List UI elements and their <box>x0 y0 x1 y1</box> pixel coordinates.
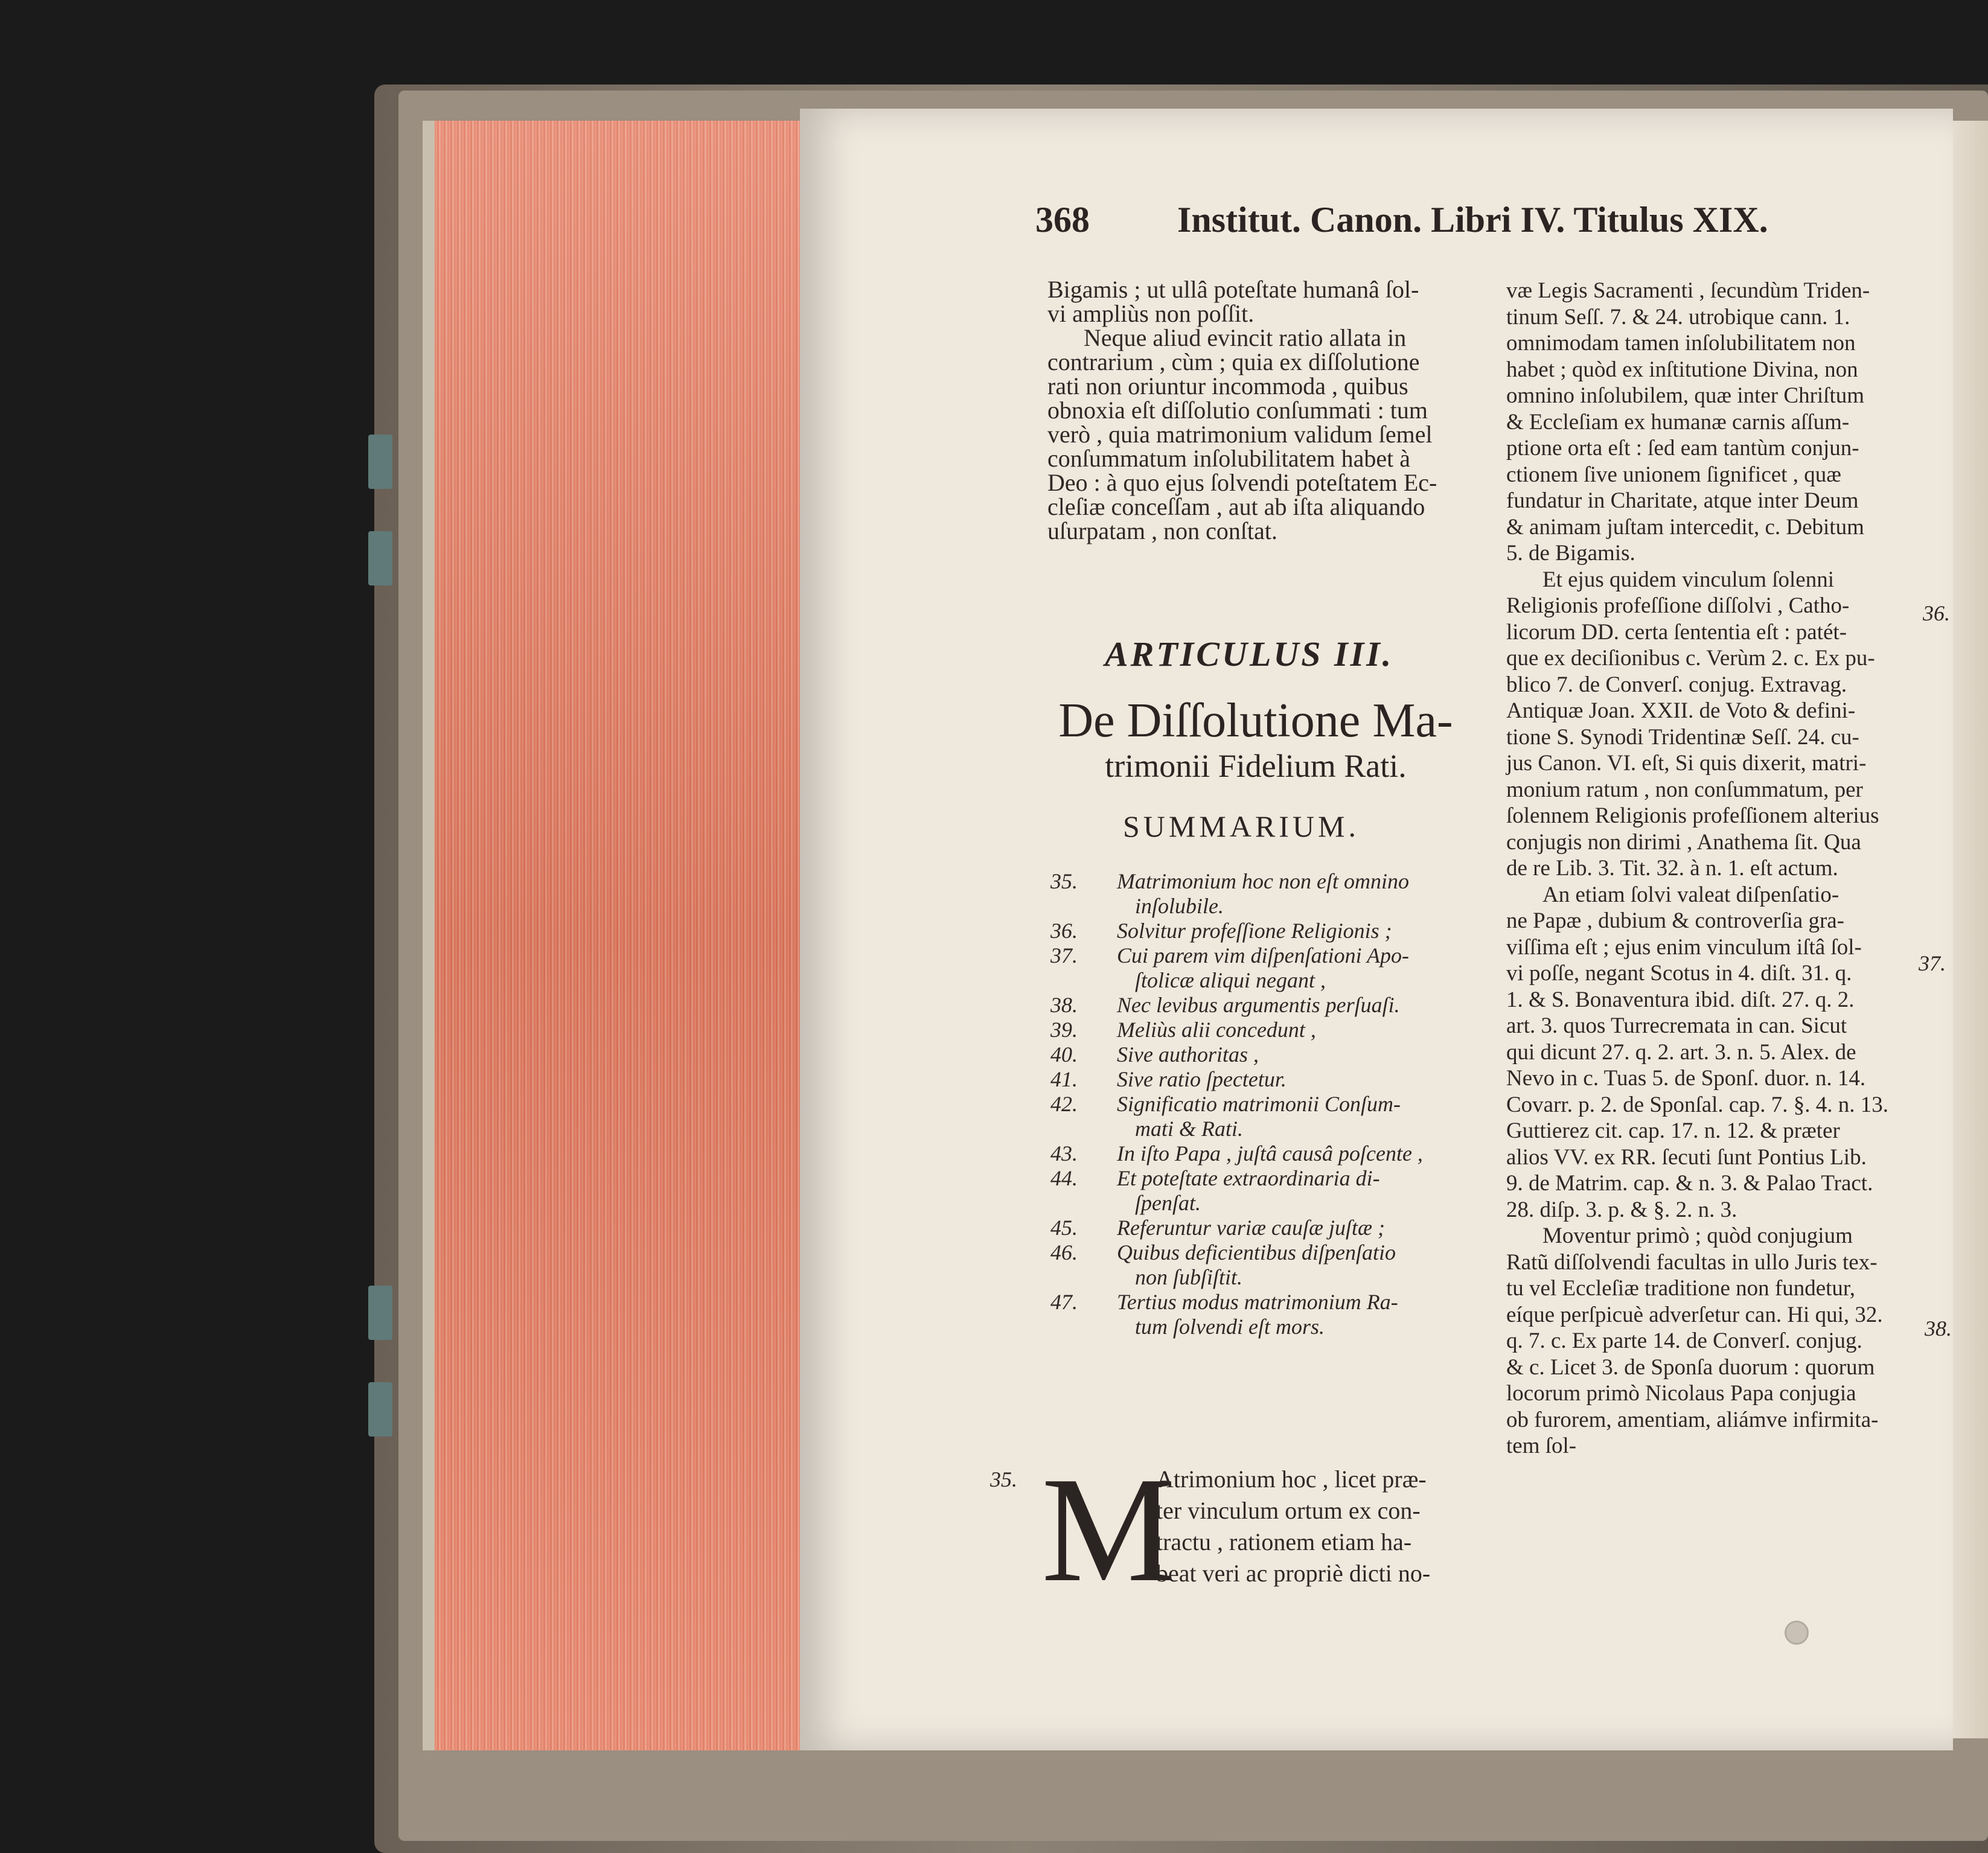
text-line: tractu , rationem etiam ha- <box>1156 1528 1412 1555</box>
margin-number-37: 37. <box>1919 951 1946 975</box>
text-line: locorum primò Nicolaus Papa conjugia <box>1506 1381 1856 1406</box>
text-line: ne Papæ , dubium & controverſia gra- <box>1506 908 1845 933</box>
text-line: licorum DD. certa ſententia eſt : patét- <box>1506 619 1847 645</box>
summary-number: 36. <box>1050 919 1078 943</box>
summary-number: 43. <box>1050 1141 1078 1166</box>
clasp-lower-lower <box>368 1382 392 1437</box>
article-title-line2: trimonii Fidelium Rati. <box>1105 748 1407 784</box>
summary-text <box>1117 943 1409 993</box>
summary-text <box>1117 1290 1398 1339</box>
text-line: omnimodam tamen inſolubilitatem non <box>1506 331 1856 356</box>
page-number: 368 <box>1035 200 1090 240</box>
margin-number-36: 36. <box>1923 601 1950 625</box>
summary-number: 39. <box>1050 1018 1078 1042</box>
text-line: verò , quia matrimonium validum ſemel <box>1047 421 1433 448</box>
text-line: Nevo in c. Tuas 5. de Sponſ. duor. n. 14. <box>1506 1066 1866 1091</box>
text-line: eíque perſpicuè adverſetur can. Hi qui, 32. <box>1506 1302 1883 1327</box>
summary-text-line2: non ſubſiſtit. <box>1135 1265 1243 1289</box>
summary-text-line1: Quibus deficientibus diſpenſatio <box>1117 1240 1396 1265</box>
text-line: 9. de Matrim. cap. & n. 3. & Palao Tract. <box>1506 1171 1873 1196</box>
text-line: ob furorem, amentiam, aliámve infirmita- <box>1506 1407 1879 1432</box>
summary-item <box>1050 1042 1473 1067</box>
text-line: Antiquæ Joan. XXII. de Voto & defini- <box>1506 698 1856 723</box>
text-line: habet ; quòd ex inſtitutione Divina, non <box>1506 357 1858 382</box>
summary-item <box>1050 1141 1473 1166</box>
text-line: ſolennem Religionis profeſſionem alterius <box>1506 803 1879 828</box>
text-line: 1. & S. Bonaventura ibid. diſt. 27. q. 2. <box>1506 987 1855 1012</box>
text-line: rati non oriuntur incommoda , quibus <box>1047 372 1408 400</box>
text-line: Ratũ diſſolvendi facultas in ullo Juris tex- <box>1506 1249 1878 1275</box>
summary-text <box>1117 1141 1423 1166</box>
summary-item <box>1050 1067 1473 1092</box>
text-line: cleſiæ conceſſam , aut ab iſta aliquando <box>1047 493 1425 520</box>
margin-number-38: 38. <box>1925 1316 1952 1341</box>
article-label: ARTICULUS III. <box>1105 634 1394 674</box>
summary-text-line2: tum ſolvendi eſt mors. <box>1135 1315 1325 1339</box>
summary-item <box>1050 869 1473 919</box>
summary-number: 45. <box>1050 1216 1078 1240</box>
text-line: 5. de Bigamis. <box>1506 541 1635 566</box>
summary-number: 41. <box>1050 1067 1078 1091</box>
summary-number: 38. <box>1050 993 1078 1017</box>
summary-text-line1: Cui parem vim diſpenſationi Apo- <box>1117 943 1409 968</box>
text-line: tione S. Synodi Tridentinæ Seſſ. 24. cu- <box>1506 724 1859 750</box>
text-line: beat veri ac propriè dicti no- <box>1156 1560 1431 1587</box>
summary-number: 42. <box>1050 1092 1078 1116</box>
text-line: omnino inſolubilem, quæ inter Chriſtum <box>1506 383 1865 408</box>
summary-text-line1: Referuntur variæ cauſæ juſtæ ; <box>1117 1216 1385 1240</box>
text-line: fundatur in Charitate, atque inter Deum <box>1506 488 1859 513</box>
left-column-text <box>1047 278 1482 543</box>
summary-item <box>1050 1092 1473 1141</box>
text-line: An etiam ſolvi valeat diſpenſatio- <box>1542 882 1839 907</box>
summary-text <box>1117 1092 1401 1141</box>
text-line: alios VV. ex RR. ſecuti ſunt Pontius Lib. <box>1506 1144 1867 1170</box>
clasp-lower <box>368 1286 392 1340</box>
text-line: ptione orta eſt : ſed eam tantùm conjun- <box>1506 436 1859 461</box>
margin-number-35: 35. <box>990 1467 1017 1491</box>
summary-text-line1: Tertius modus matrimonium Ra- <box>1117 1290 1398 1314</box>
summary-number: 44. <box>1050 1166 1078 1190</box>
text-line: Et ejus quidem vinculum ſolenni <box>1542 567 1834 592</box>
summary-item <box>1050 919 1473 943</box>
text-line: & animam juſtam intercedit, c. Debitum <box>1506 514 1864 540</box>
summary-text <box>1117 1018 1316 1042</box>
summary-text-line1: Nec levibus argumentis perſuaſi. <box>1117 993 1400 1017</box>
summary-text <box>1117 869 1409 919</box>
paper-stain <box>1785 1621 1809 1645</box>
summary-item <box>1050 1240 1473 1290</box>
text-line: qui dicunt 27. q. 2. art. 3. n. 5. Alex. de <box>1506 1039 1856 1065</box>
text-line: vi ampliùs non poſſit. <box>1047 300 1254 327</box>
text-line: Deo : à quo ejus ſolvendi poteſtatem Ec- <box>1047 469 1437 496</box>
summary-item <box>1050 1290 1473 1339</box>
text-line: monium ratum , non conſummatum, per <box>1506 777 1863 802</box>
text-line: & Eccleſiam ex humanæ carnis aſſum- <box>1506 409 1850 435</box>
running-title: Institut. Canon. Libri IV. Titulus XIX. <box>1177 200 1768 240</box>
summary-text <box>1117 1067 1286 1092</box>
summary-text <box>1117 1216 1385 1240</box>
text-line: Neque aliud evincit ratio allata in <box>1084 324 1407 351</box>
summary-text-line1: Matrimonium hoc non eſt omnino <box>1117 869 1409 893</box>
text-line: que ex deciſionibus c. Verùm 2. c. Ex pu- <box>1506 646 1875 671</box>
text-line: vi poſſe, negant Scotus in 4. diſt. 31. q. <box>1506 961 1852 986</box>
text-line: conjugis non dirimi , Anathema ſit. Qua <box>1506 829 1861 855</box>
text-line: Moventur primò ; quòd conjugium <box>1542 1223 1853 1248</box>
summary-text-line1: Significatio matrimonii Conſum- <box>1117 1092 1401 1116</box>
text-line: tinum Seſſ. 7. & 24. utrobique cann. 1. <box>1506 304 1850 330</box>
summary-text <box>1117 919 1392 943</box>
text-line: contrarium , cùm ; quia ex diſſolutione <box>1047 348 1420 375</box>
summary-number: 35. <box>1050 869 1078 893</box>
summary-text-line2: mati & Rati. <box>1135 1117 1243 1141</box>
summary-text-line2: ſtolicæ aliqui negant , <box>1135 968 1326 992</box>
text-line: Guttierez cit. cap. 17. n. 12. & præter <box>1506 1118 1840 1143</box>
summary-text <box>1117 993 1400 1018</box>
summary-text <box>1117 1042 1259 1067</box>
text-line: Religionis profeſſione diſſolvi , Catho- <box>1506 593 1850 618</box>
drop-cap: M <box>1041 1446 1176 1613</box>
text-line: Bigamis ; ut ullâ poteſtate humanâ ſol- <box>1047 276 1419 303</box>
text-line: conſummatum inſolubilitatem habet à <box>1047 445 1410 472</box>
clasp-upper-lower <box>368 531 392 585</box>
summary-number: 40. <box>1050 1042 1078 1067</box>
text-line: blico 7. de Converſ. conjug. Extravag. <box>1506 672 1847 697</box>
text-line: jus Canon. VI. eſt, Si quis dixerit, matri- <box>1506 751 1867 776</box>
summary-text-line2: inſolubile. <box>1135 894 1224 918</box>
text-line: viſſima eſt ; ejus enim vinculum iſtâ ſol- <box>1506 934 1862 960</box>
article-title-line1: De Diſſolutione Ma- <box>1058 694 1453 747</box>
text-line: obnoxia eſt diſſolutio conſummati : tum <box>1047 397 1428 424</box>
text-line: tem ſol- <box>1506 1434 1577 1458</box>
text-line: q. 7. c. Ex parte 14. de Converſ. conjug. <box>1506 1328 1862 1353</box>
text-line: væ Legis Sacramenti , ſecundùm Triden- <box>1506 278 1870 303</box>
text-line: tu vel Eccleſiæ traditione non fundetur, <box>1506 1276 1856 1301</box>
summary-number: 47. <box>1050 1290 1078 1314</box>
text-line: & c. Licet 3. de Sponſa duorum : quorum <box>1506 1354 1875 1380</box>
text-line: ter vinculum ortum ex con- <box>1156 1497 1421 1524</box>
text-line: ctionem ſive unionem ſignificet , quæ <box>1506 462 1841 487</box>
summary-text-line1: Et poteſtate extraordinaria di- <box>1117 1166 1380 1190</box>
text-line: Covarr. p. 2. de Sponſal. cap. 7. §. 4. n. 13. <box>1506 1092 1889 1117</box>
summary-text-line1: Sive ratio ſpectetur. <box>1117 1067 1286 1091</box>
text-line: art. 3. quos Turrecremata in can. Sicut <box>1506 1013 1847 1038</box>
summary-item <box>1050 943 1473 993</box>
summary-item <box>1050 1018 1473 1042</box>
text-line: Atrimonium hoc , licet præ- <box>1156 1465 1427 1493</box>
right-column-text <box>1506 278 1929 1459</box>
summary-heading: SUMMARIUM. <box>1123 809 1360 843</box>
summary-item <box>1050 1166 1473 1216</box>
summary-number: 37. <box>1050 943 1078 968</box>
summary-text-line1: Meliùs alii concedunt , <box>1117 1018 1316 1042</box>
text-line: uſurpatam , non conſtat. <box>1047 517 1278 544</box>
summary-text-line1: Sive authoritas , <box>1117 1042 1259 1067</box>
clasp-upper <box>368 435 392 489</box>
summary-number: 46. <box>1050 1240 1078 1265</box>
summary-text <box>1117 1240 1396 1290</box>
page-block-edge <box>423 121 821 1750</box>
summary-item <box>1050 1216 1473 1240</box>
summary-item <box>1050 993 1473 1018</box>
body-start-text <box>1156 1464 1482 1589</box>
summary-text-line1: In iſto Papa , juſtâ causâ poſcente , <box>1117 1141 1423 1166</box>
text-line: 28. diſp. 3. p. & §. 2. n. 3. <box>1506 1197 1737 1222</box>
summary-list <box>1050 869 1473 1339</box>
text-line: de re Lib. 3. Tit. 32. à n. 1. eſt actum. <box>1506 856 1838 881</box>
summary-text-line1: Solvitur profeſſione Religionis ; <box>1117 919 1392 943</box>
summary-text <box>1117 1166 1380 1216</box>
summary-text-line2: ſpenſat. <box>1135 1191 1201 1215</box>
